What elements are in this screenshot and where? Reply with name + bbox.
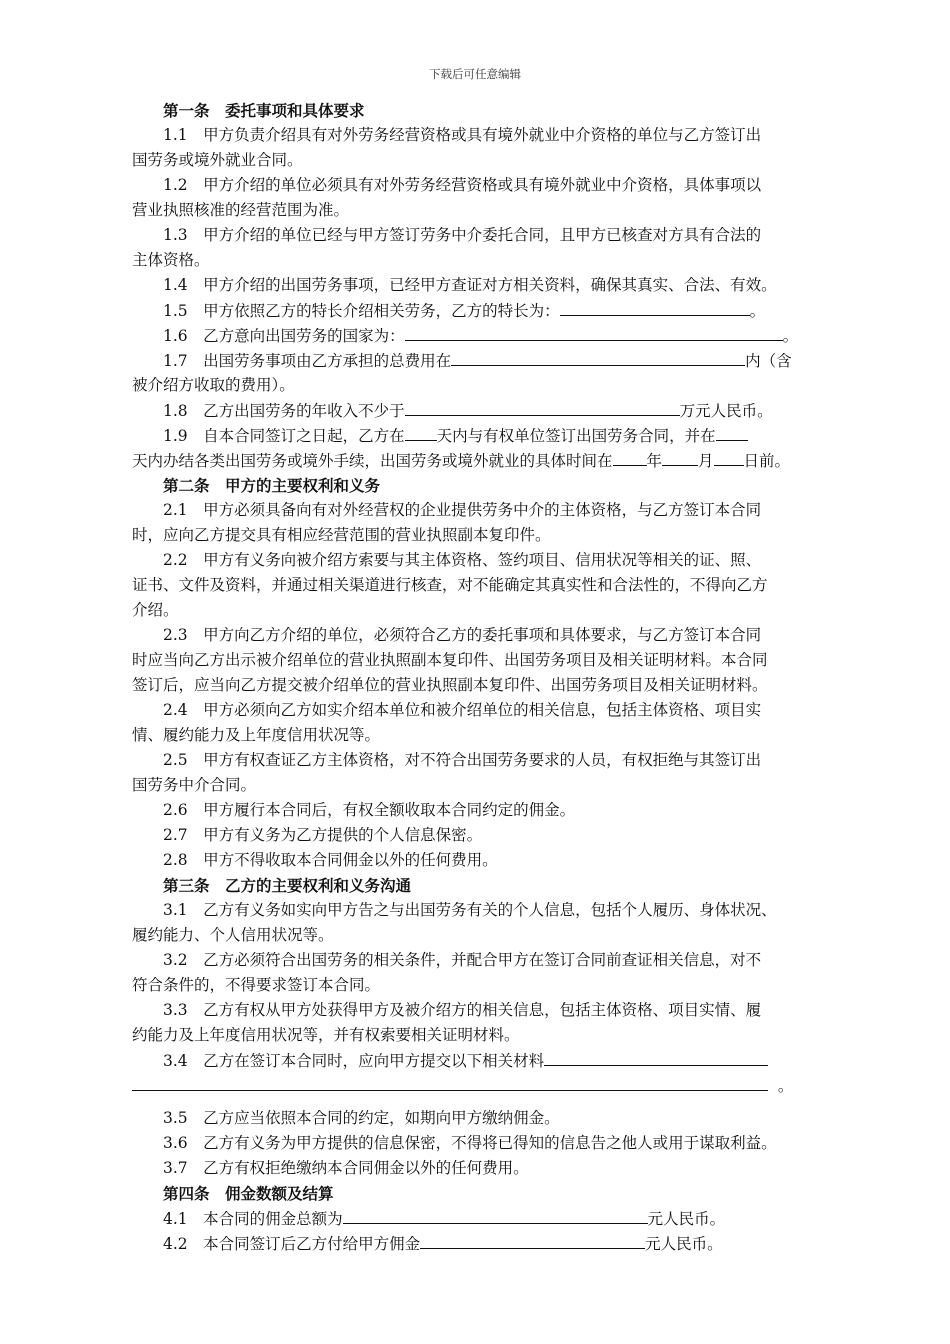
section-1-title: 第一条 委托事项和具体要求: [163, 101, 365, 120]
specialty-blank[interactable]: [560, 298, 750, 316]
clause-2-3: 2.3 甲方向乙方介绍的单位，必须符合乙方的委托事项和具体要求，与乙方签订本合同: [163, 626, 762, 644]
clause-2-1: 2.1 甲方必须具备向有对外经营权的企业提供劳务中介的主体资格，与乙方签订本合同: [163, 501, 762, 519]
clause-4-1-end: 元人民币。: [647, 1210, 726, 1228]
spacer: [132, 1098, 822, 1106]
clause-1-7-end: 内（含: [745, 352, 792, 370]
clause-2-7: 2.7 甲方有义务为乙方提供的个人信息保密。: [163, 826, 483, 844]
clause-2-4: 2.4 甲方必须向乙方如实介绍本单位和被介绍单位的相关信息，包括主体资格、项目实: [163, 701, 762, 719]
clause-1-9-text-a: 1.9 自本合同签订之日起，乙方在: [163, 427, 405, 445]
clause-2-2: 2.2 甲方有义务向被介绍方索要与其主体资格、签约项目、信用状况等相关的证、照、: [163, 551, 762, 569]
section-4-title: 第四条 佣金数额及结算: [163, 1184, 334, 1203]
clause-3-4-end: 。: [777, 1077, 794, 1095]
page-header: 下载后可任意编辑: [429, 67, 521, 81]
clause-2-5-cont: 国劳务中介合同。: [132, 776, 257, 794]
clause-4-2: [132, 1231, 822, 1256]
clause-3-4-cont: [132, 1073, 822, 1098]
clause-2-8: 2.8 甲方不得收取本合同佣金以外的任何费用。: [163, 851, 498, 869]
clause-2-6: 2.6 甲方履行本合同后，有权全额收取本合同约定的佣金。: [163, 801, 576, 819]
clause-3-3-cont: 约能力及上年度信用状况等，并有权索要相关证明材料。: [132, 1026, 520, 1044]
clause-1-1: 1.1 甲方负责介绍具有对外劳务经营资格或具有境外就业中介资格的单位与乙方签订出: [163, 126, 762, 144]
clause-1-5-text: 1.5 甲方依照乙方的特长介绍相关劳务，乙方的特长为：: [163, 302, 560, 320]
month-label: 月: [698, 452, 714, 470]
clause-3-3: 3.3 乙方有权从甲方处获得甲方及被介绍方的相关信息，包括主体资格、项目实情、履: [163, 1001, 762, 1019]
day-blank[interactable]: [714, 448, 744, 466]
clause-3-4-text: 3.4 乙方在签订本合同时，应向甲方提交以下相关材料: [163, 1052, 545, 1070]
clause-2-2-cont2: 介绍。: [132, 601, 179, 619]
clause-1-6-end: 。: [782, 327, 799, 345]
clause-1-6: [132, 323, 822, 348]
clause-1-8-text: 1.8 乙方出国劳务的年收入不少于: [163, 402, 405, 420]
day-label: 日前。: [743, 452, 791, 470]
year-label: 年: [646, 452, 663, 470]
commission-total-blank[interactable]: [343, 1206, 648, 1224]
clause-2-3-cont: 时应当向乙方出示被介绍单位的营业执照副本复印件、出国劳务项目及相关证明材料。本合同: [132, 651, 768, 669]
clause-1-7: [132, 348, 822, 373]
section-3-title: 第三条 乙方的主要权利和义务沟通: [163, 876, 412, 895]
clause-3-5: 3.5 乙方应当依照本合同的约定，如期向甲方缴纳佣金。: [163, 1109, 560, 1127]
clause-1-4: 1.4 甲方介绍的出国劳务事项，已经甲方查证对方相关资料，确保其真实、合法、有效。: [163, 276, 777, 294]
clause-4-1: [132, 1206, 822, 1231]
clause-2-1-cont: 时，应向乙方提交具有相应经营范围的营业执照副本复印件。: [132, 526, 551, 544]
income-blank[interactable]: [405, 398, 680, 416]
year-blank[interactable]: [613, 448, 647, 466]
month-blank[interactable]: [662, 448, 698, 466]
clause-1-9: [132, 423, 822, 448]
days-blank-1[interactable]: [405, 423, 437, 441]
clause-1-9-text-b: 天内与有权单位签订出国劳务合同，并在: [436, 427, 716, 445]
clause-1-3: 1.3 甲方介绍的单位已经与甲方签订劳务中介委托合同，且甲方已核查对方具有合法的: [163, 226, 762, 244]
clause-1-6-text: 1.6 乙方意向出国劳务的国家为：: [163, 327, 405, 345]
days-blank-2[interactable]: [716, 423, 748, 441]
clause-1-1-cont: 国劳务或境外就业合同。: [132, 151, 303, 169]
clause-1-5-end: 。: [749, 302, 766, 320]
clause-3-7: 3.7 乙方有权拒绝缴纳本合同佣金以外的任何费用。: [163, 1159, 529, 1177]
clause-3-4: [132, 1048, 822, 1073]
clause-3-2-cont: 符合条件的，不得要求签订本合同。: [132, 976, 381, 994]
clause-2-4-cont: 情、履约能力及上年度信用状况等。: [132, 726, 381, 744]
clause-3-2: 3.2 乙方必须符合出国劳务的相关条件，并配合甲方在签订合同前查证相关信息，对不: [163, 951, 762, 969]
clause-3-1-cont: 履约能力、个人信用状况等。: [132, 926, 334, 944]
clause-4-1-text: 4.1 本合同的佣金总额为: [163, 1210, 343, 1228]
commission-paid-blank[interactable]: [420, 1231, 645, 1249]
clause-2-2-cont: 证书、文件及资料，并通过相关渠道进行核查，对不能确定其真实性和合法性的，不得向乙方: [132, 576, 768, 594]
clause-1-9-cont-a: 天内办结各类出国劳务或境外手续，出国劳务或境外就业的具体时间在: [132, 452, 613, 470]
clause-2-3-cont2: 签订后，应当向乙方提交被介绍单位的营业执照副本复印件、出国劳务项目及相关证明材料。: [132, 676, 768, 694]
clause-1-7-cont: 被介绍方收取的费用）。: [132, 376, 295, 394]
materials-blank-1[interactable]: [544, 1048, 768, 1066]
clause-2-5: 2.5 甲方有权查证乙方主体资格，对不符合出国劳务要求的人员，有权拒绝与其签订出: [163, 751, 762, 769]
clause-1-8-end: 万元人民币。: [679, 402, 773, 420]
clause-1-3-cont: 主体资格。: [132, 251, 210, 269]
clause-1-8: [132, 398, 822, 423]
clause-3-6: 3.6 乙方有义务为甲方提供的信息保密，不得将已得知的信息告之他人或用于谋取利益。: [163, 1134, 777, 1152]
country-blank[interactable]: [405, 323, 783, 341]
clause-1-9-cont: [132, 448, 822, 473]
clause-1-7-text: 1.7 出国劳务事项由乙方承担的总费用在: [163, 352, 452, 370]
clause-3-1: 3.1 乙方有义务如实向甲方告之与出国劳务有关的个人信息，包括个人履历、身体状况、: [163, 901, 777, 919]
total-fee-blank[interactable]: [451, 348, 745, 366]
clause-4-2-end: 元人民币。: [645, 1235, 723, 1253]
document-body: [132, 98, 822, 1256]
clause-1-5: [132, 298, 822, 323]
clause-1-2: 1.2 甲方介绍的单位必须具有对外劳务经营资格或具有境外就业中介资格，具体事项以: [163, 176, 762, 194]
clause-1-2-cont: 营业执照核准的经营范围为准。: [132, 201, 350, 219]
section-2-title: 第二条 甲方的主要权利和义务: [163, 476, 381, 495]
clause-4-2-text: 4.2 本合同签订后乙方付给甲方佣金: [163, 1235, 421, 1253]
materials-blank-2[interactable]: [132, 1073, 768, 1091]
